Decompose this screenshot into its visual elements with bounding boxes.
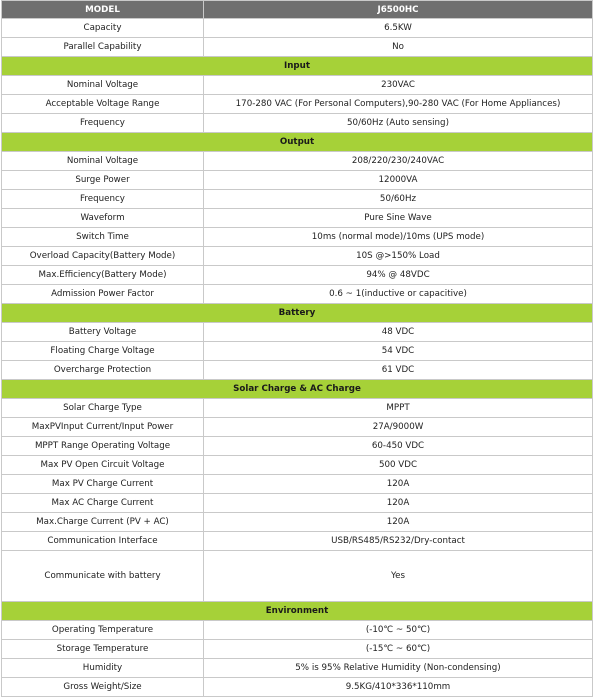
table-row <box>2 171 593 190</box>
row-label: Battery Voltage <box>2 323 204 342</box>
table-row <box>2 114 593 133</box>
row-label: Frequency <box>2 114 204 133</box>
table-row <box>2 209 593 228</box>
row-value: 120A <box>204 475 593 494</box>
table-row <box>2 247 593 266</box>
row-value: 12000VA <box>204 171 593 190</box>
table-row <box>2 418 593 437</box>
row-label: Surge Power <box>2 171 204 190</box>
table-row <box>2 152 593 171</box>
row-value: USB/RS485/RS232/Dry-contact <box>204 532 593 551</box>
spec-table-body <box>2 1 593 697</box>
row-label: Overload Capacity(Battery Mode) <box>2 247 204 266</box>
table-row <box>2 285 593 304</box>
row-label: Nominal Voltage <box>2 76 204 95</box>
row-value: 500 VDC <box>204 456 593 475</box>
row-label: MPPT Range Operating Voltage <box>2 437 204 456</box>
table-row <box>2 76 593 95</box>
section-header-row <box>2 133 593 152</box>
row-value: 10S @>150% Load <box>204 247 593 266</box>
row-label: Gross Weight/Size <box>2 678 204 697</box>
section-header-row <box>2 602 593 621</box>
row-value: 54 VDC <box>204 342 593 361</box>
row-label: Max PV Charge Current <box>2 475 204 494</box>
table-row <box>2 551 593 602</box>
row-value: 120A <box>204 513 593 532</box>
row-label: Communication Interface <box>2 532 204 551</box>
row-label: Humidity <box>2 659 204 678</box>
row-label: Acceptable Voltage Range <box>2 95 204 114</box>
table-row <box>2 475 593 494</box>
table-row <box>2 95 593 114</box>
row-value: 50/60Hz (Auto sensing) <box>204 114 593 133</box>
row-value: 5% is 95% Relative Humidity (Non-condensing) <box>204 659 593 678</box>
table-row <box>2 228 593 247</box>
row-value: (-10℃ ~ 50℃) <box>204 621 593 640</box>
table-row <box>2 361 593 380</box>
row-value: 120A <box>204 494 593 513</box>
row-label: Max.Charge Current (PV + AC) <box>2 513 204 532</box>
row-label: MaxPVInput Current/Input Power <box>2 418 204 437</box>
row-value: 50/60Hz <box>204 190 593 209</box>
row-value: 10ms (normal mode)/10ms (UPS mode) <box>204 228 593 247</box>
table-row <box>2 678 593 697</box>
section-title: Environment <box>2 602 593 621</box>
row-value: 61 VDC <box>204 361 593 380</box>
section-header-row <box>2 57 593 76</box>
row-value: 60-450 VDC <box>204 437 593 456</box>
table-row <box>2 640 593 659</box>
row-label: Storage Temperature <box>2 640 204 659</box>
table-row <box>2 621 593 640</box>
row-label: Floating Charge Voltage <box>2 342 204 361</box>
section-header-row <box>2 380 593 399</box>
table-row <box>2 190 593 209</box>
row-value: Yes <box>204 551 593 602</box>
row-label: Operating Temperature <box>2 621 204 640</box>
row-value: (-15℃ ~ 60℃) <box>204 640 593 659</box>
table-row <box>2 456 593 475</box>
table-row <box>2 323 593 342</box>
row-value: 208/220/230/240VAC <box>204 152 593 171</box>
row-label: Capacity <box>2 19 204 38</box>
row-value: No <box>204 38 593 57</box>
section-title: Input <box>2 57 593 76</box>
table-row <box>2 532 593 551</box>
table-row <box>2 399 593 418</box>
row-label: Parallel Capability <box>2 38 204 57</box>
table-row <box>2 494 593 513</box>
row-value: 48 VDC <box>204 323 593 342</box>
row-label: Communicate with battery <box>2 551 204 602</box>
table-row <box>2 19 593 38</box>
row-label: Max PV Open Circuit Voltage <box>2 456 204 475</box>
row-value: 6.5KW <box>204 19 593 38</box>
row-value: 0.6 ~ 1(inductive or capacitive) <box>204 285 593 304</box>
row-value: 27A/9000W <box>204 418 593 437</box>
row-label: Frequency <box>2 190 204 209</box>
row-label: Admission Power Factor <box>2 285 204 304</box>
section-title: Battery <box>2 304 593 323</box>
table-row <box>2 342 593 361</box>
model-header-label: MODEL <box>2 1 204 19</box>
row-label: Switch Time <box>2 228 204 247</box>
model-header-value: J6500HC <box>204 1 593 19</box>
row-value: MPPT <box>204 399 593 418</box>
row-value: 230VAC <box>204 76 593 95</box>
row-label: Overcharge Protection <box>2 361 204 380</box>
section-header-row <box>2 304 593 323</box>
table-header-row <box>2 1 593 19</box>
table-row <box>2 38 593 57</box>
row-value: 94% @ 48VDC <box>204 266 593 285</box>
row-label: Nominal Voltage <box>2 152 204 171</box>
row-value: 170-280 VAC (For Personal Computers),90-280 VAC (For Home Appliances) <box>204 95 593 114</box>
table-row <box>2 437 593 456</box>
row-value: Pure Sine Wave <box>204 209 593 228</box>
row-label: Max AC Charge Current <box>2 494 204 513</box>
table-row <box>2 513 593 532</box>
table-row <box>2 659 593 678</box>
section-title: Solar Charge & AC Charge <box>2 380 593 399</box>
spec-table <box>1 0 593 697</box>
table-row <box>2 266 593 285</box>
row-value: 9.5KG/410*336*110mm <box>204 678 593 697</box>
section-title: Output <box>2 133 593 152</box>
row-label: Max.Efficiency(Battery Mode) <box>2 266 204 285</box>
row-label: Solar Charge Type <box>2 399 204 418</box>
row-label: Waveform <box>2 209 204 228</box>
